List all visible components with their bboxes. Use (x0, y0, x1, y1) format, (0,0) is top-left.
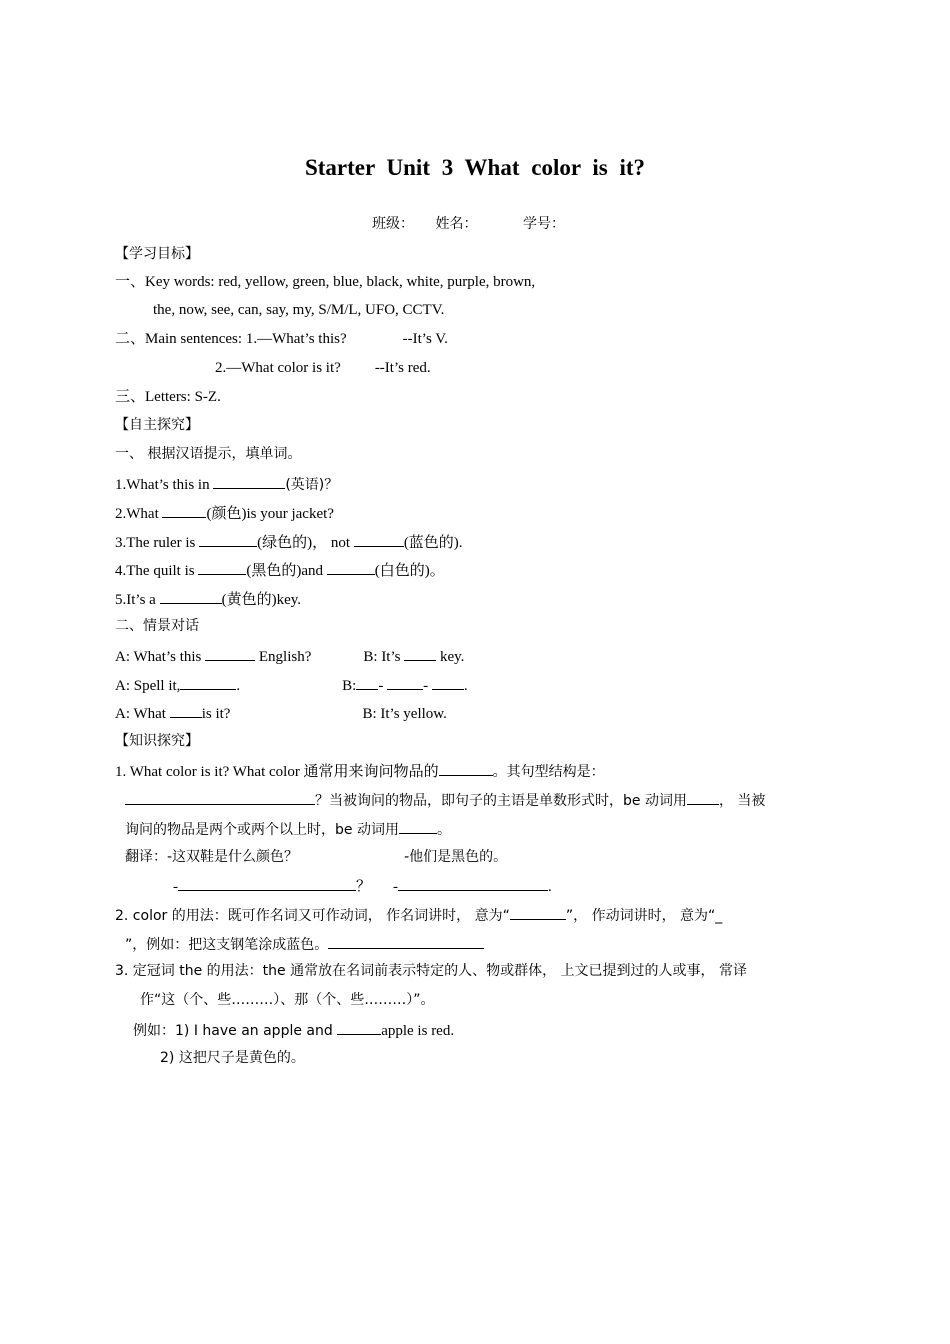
main-sentences-line-2 (215, 358, 431, 378)
dialogue-3: A: What is it? B: It’s yellow. (115, 702, 447, 724)
knowledge-1-line-2: ？当被询问的物品，即句子的主语是单数形式时，be 动词用 ， 当被 (125, 789, 765, 811)
answer-blank[interactable] (687, 789, 719, 805)
answer-blank[interactable] (162, 502, 206, 518)
answer-blank[interactable] (398, 875, 548, 891)
answer-blank[interactable] (432, 674, 464, 690)
answer-blank[interactable] (199, 531, 257, 547)
answer-blank[interactable] (337, 1019, 381, 1035)
sentence-1-question: 1.—What’s this? (245, 331, 347, 347)
sentence-2-answer: --It’s red. (374, 360, 431, 376)
key-words-label: 一、Key words: (115, 274, 219, 290)
explore-heading: 【自主探究】 (115, 417, 199, 433)
answer-blank[interactable] (160, 588, 222, 604)
knowledge-3-line-2: 作“这（个、些………）、那（个、些………）”。 (140, 992, 435, 1008)
answer-blank[interactable] (205, 645, 255, 661)
answer-blank[interactable] (354, 531, 404, 547)
student-info-row (372, 214, 565, 234)
key-words-line-2: the, now, see, can, say, my, S/M/L, UFO, CCTV. (153, 302, 445, 318)
part2-title: 二、情景对话 (115, 618, 199, 634)
sentence-2-question: 2.—What color is it? (215, 360, 341, 376)
main-sentences-line-1 (115, 329, 448, 349)
answer-blank[interactable] (170, 702, 202, 718)
goals-heading: 【学习目标】 (115, 246, 199, 262)
dialogue-1: A: What’s this English? B: It’s key. (115, 645, 464, 667)
class-label: 班级： (372, 216, 414, 232)
answer-blank[interactable] (180, 674, 236, 690)
answer-blank[interactable] (387, 674, 423, 690)
knowledge-3-example-1: 例如：1) I have an apple and apple is red. (133, 1019, 454, 1041)
answer-blank[interactable] (198, 559, 246, 575)
name-label: 姓名： (435, 216, 478, 232)
sentence-1-answer: --It’s V. (402, 331, 448, 347)
knowledge-3-line-1: 3. 定冠词 the 的用法：the 通常放在名词前表示特定的人、物或群体， 上文已提到过的人或事， 常译 (115, 963, 748, 979)
question-3: 3.The ruler is (绿色的)， not (蓝色的). (115, 531, 463, 553)
dialogue-2: A: Spell it, . B: - - . (115, 674, 468, 696)
answer-blank[interactable] (510, 904, 566, 920)
answer-blank[interactable] (356, 674, 378, 690)
key-words-list-1: red, yellow, green, blue, black, white, purple, brown, (218, 274, 536, 290)
answer-blank[interactable] (213, 473, 285, 489)
key-words-line-1 (115, 272, 535, 292)
page-title: Starter Unit 3 What color is it? (304, 155, 646, 180)
answer-blank[interactable] (327, 559, 375, 575)
answer-blank[interactable] (125, 789, 315, 805)
knowledge-1-line-3: 询问的物品是两个或两个以上时，be 动词用 。 (125, 818, 451, 840)
question-4: 4.The quilt is (黑色的)and (白色的)。 (115, 559, 445, 581)
answer-blank[interactable] (439, 760, 493, 776)
answer-blank[interactable] (404, 645, 436, 661)
knowledge-1-line-4: 翻译：-这双鞋是什么颜色？ -他们是黑色的。 (125, 849, 508, 865)
question-5: 5.It’s a (黄色的)key. (115, 588, 301, 610)
number-label: 学号： (523, 216, 565, 232)
answer-blank[interactable] (178, 875, 356, 891)
letters-line: 三、Letters: S-Z. (115, 389, 221, 405)
question-1: 1.What’s this in (英语)？ (115, 473, 338, 495)
knowledge-2-line-2: ”，例如：把这支钢笔涂成蓝色。 (125, 933, 484, 955)
part1-title: 一、 根据汉语提示，填单词。 (115, 446, 302, 462)
answer-blank[interactable] (328, 933, 484, 949)
knowledge-1-line-1: 1. What color is it? What color 通常用来询问物品的 。其句型结构是： (115, 760, 605, 782)
main-sentences-label: 二、Main sentences: (115, 331, 246, 347)
question-2: 2.What (颜色)is your jacket? (115, 502, 334, 524)
knowledge-heading: 【知识探究】 (115, 733, 199, 749)
knowledge-2-line-1: 2. color 的用法：既可作名词又可作动词， 作名词讲时， 意为“ ”， 作动词讲时， 意为“_ (115, 904, 722, 926)
knowledge-1-line-5: - ？ - . (173, 875, 552, 897)
answer-blank[interactable] (399, 818, 437, 834)
knowledge-3-example-2: 2) 这把尺子是黄色的。 (160, 1050, 305, 1066)
